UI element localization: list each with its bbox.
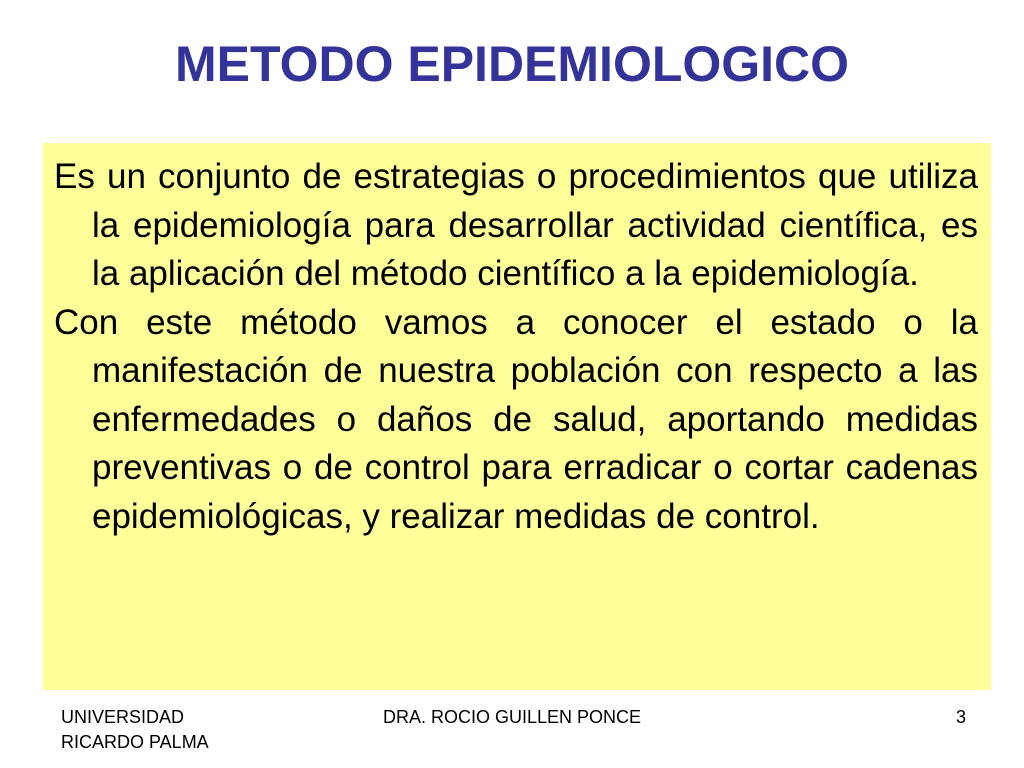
- content-box: [43, 143, 991, 690]
- paragraph-definition: Es un conjunto de estrategias o procedimientos que utiliza la epidemiología para desarrollar actividad científica, es la aplicación del método científico a la epidemiología.: [54, 157, 978, 293]
- footer-institution: UNIVERSIDAD RICARDO PALMA: [61, 707, 209, 752]
- slide-number: 3: [955, 707, 966, 727]
- paragraph-purpose: Con este método vamos a conocer el estado o la manifestación de nuestra población con respecto a las enfermedades o daños de salud, aportando medidas preventivas o de control para erradicar o cortar cadenas epidemiológicas, y realizar medidas de control.: [54, 302, 978, 536]
- slide-title: METODO EPIDEMIOLOGICO: [174, 36, 850, 92]
- footer-author: DRA. ROCIO GUILLEN PONCE: [382, 707, 642, 727]
